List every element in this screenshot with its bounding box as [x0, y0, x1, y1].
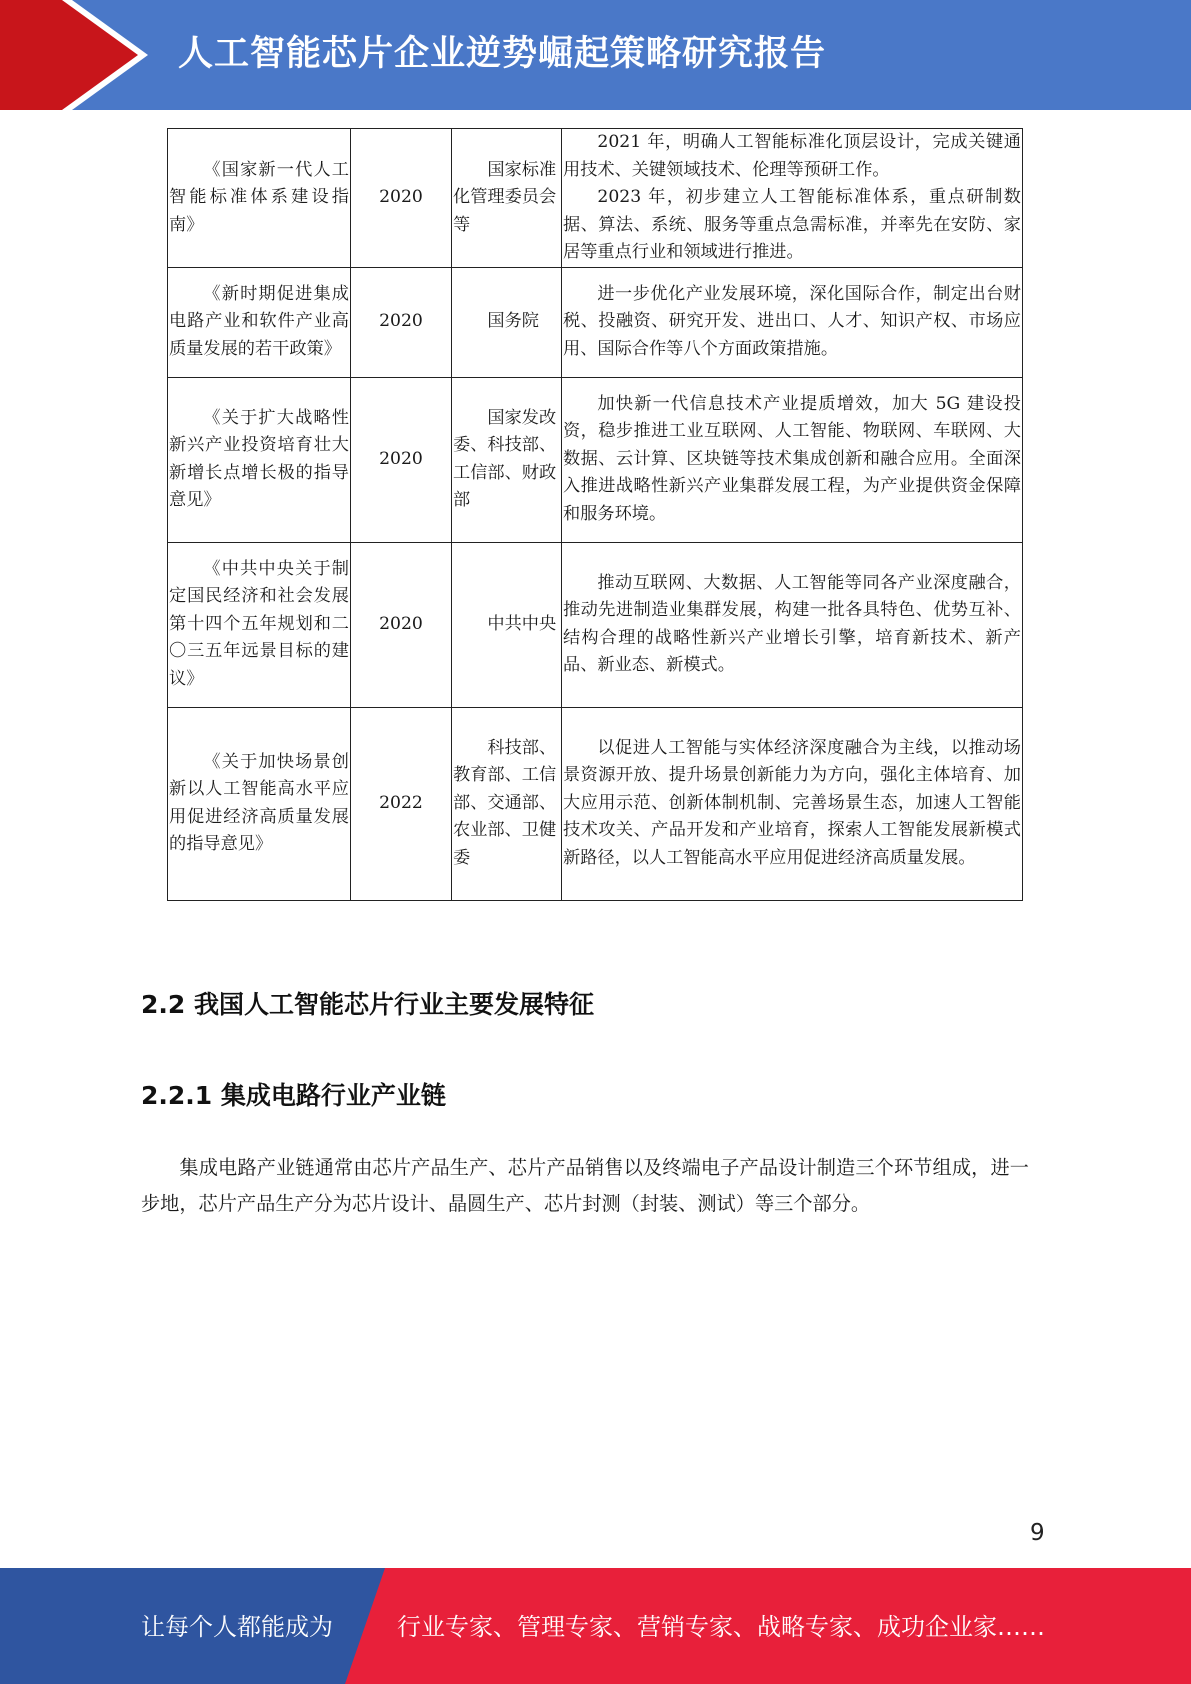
policy-content-paragraph: 2023 年，初步建立人工智能标准体系，重点研制数据、算法、系统、服务等重点急需标准，并率先在安防、家居等重点行业和领域进行推进。: [563, 187, 1021, 262]
page-number: 9: [1030, 1520, 1045, 1546]
report-title: 人工智能芯片企业逆势崛起策略研究报告: [178, 34, 827, 74]
policy-department: 国家发改委、科技部、工信部、财政部: [452, 377, 562, 542]
footer-slogan-left: 让每个人都能成为: [141, 1613, 333, 1641]
policy-content-paragraph: 加快新一代信息技术产业提质增效，加大 5G 建设投资，稳步推进工业互联网、人工智能、物联网、车联网、大数据、云计算、区块链等技术集成创新和融合应用。全面深入推进战略性新兴产业集群发展工程，为产业提供资金保障和服务环境。: [563, 393, 1021, 524]
policy-year: 2022: [351, 707, 452, 900]
subsection-heading: 2.2.1 集成电路行业产业链: [141, 1081, 446, 1110]
body-paragraph: 集成电路产业链通常由芯片产品生产、芯片产品销售以及终端电子产品设计制造三个环节组成，进一步地，芯片产品生产分为芯片设计、晶圆生产、芯片封测（封装、测试）等三个部分。: [141, 1156, 1029, 1215]
policy-content-paragraph: 2021 年，明确人工智能标准化顶层设计，完成关键通用技术、关键领域技术、伦理等预研工作。: [563, 132, 1021, 180]
policy-content: [562, 129, 1023, 268]
policy-content: [562, 542, 1023, 707]
table-row: [168, 542, 1023, 707]
policy-name: 《国家新一代人工智能标准体系建设指南》: [168, 129, 351, 268]
policy-name: 《新时期促进集成电路产业和软件产业高质量发展的若干政策》: [168, 267, 351, 377]
table-row: [168, 707, 1023, 900]
policy-content-paragraph: 以促进人工智能与实体经济深度融合为主线，以推动场景资源开放、提升场景创新能力为方向，强化主体培育、加大应用示范、创新体制机制、完善场景生态，加速人工智能技术攻关、产品开发和产业培育，探索人工智能发展新模式新路径，以人工智能高水平应用促进经济高质量发展。: [563, 737, 1021, 868]
policy-year: 2020: [351, 129, 452, 268]
policy-content: [562, 707, 1023, 900]
table-row: [168, 377, 1023, 542]
footer-slogan-right: 行业专家、管理专家、营销专家、战略专家、成功企业家……: [397, 1613, 1045, 1641]
footer-banner: [0, 1568, 1191, 1684]
policy-department: 国务院: [452, 267, 562, 377]
policy-department: 中共中央: [452, 542, 562, 707]
policy-department: 国家标准化管理委员会等: [452, 129, 562, 268]
policy-content-paragraph: 推动互联网、大数据、人工智能等同各产业深度融合，推动先进制造业集群发展，构建一批各具特色、优势互补、结构合理的战略性新兴产业增长引擎，培育新技术、新产品、新业态、新模式。: [563, 572, 1021, 675]
table-row: [168, 267, 1023, 377]
policy-table: [167, 128, 1023, 901]
section-heading: 2.2 我国人工智能芯片行业主要发展特征: [141, 990, 594, 1019]
header-banner: [0, 0, 1191, 110]
policy-content-paragraph: 进一步优化产业发展环境，深化国际合作，制定出台财税、投融资、研究开发、进出口、人才、知识产权、市场应用、国际合作等八个方面政策措施。: [563, 283, 1021, 359]
policy-year: 2020: [351, 267, 452, 377]
policy-name: 《关于扩大战略性新兴产业投资培育壮大新增长点增长极的指导意见》: [168, 377, 351, 542]
policy-name: 《中共中央关于制定国民经济和社会发展第十四个五年规划和二〇三五年远景目标的建议》: [168, 542, 351, 707]
policy-department: 科技部、教育部、工信部、交通部、农业部、卫健委: [452, 707, 562, 900]
policy-year: 2020: [351, 542, 452, 707]
policy-name: 《关于加快场景创新以人工智能高水平应用促进经济高质量发展的指导意见》: [168, 707, 351, 900]
table-row: [168, 129, 1023, 268]
policy-content: [562, 267, 1023, 377]
header-chevron-decoration: [0, 0, 160, 110]
policy-year: 2020: [351, 377, 452, 542]
policy-content: [562, 377, 1023, 542]
